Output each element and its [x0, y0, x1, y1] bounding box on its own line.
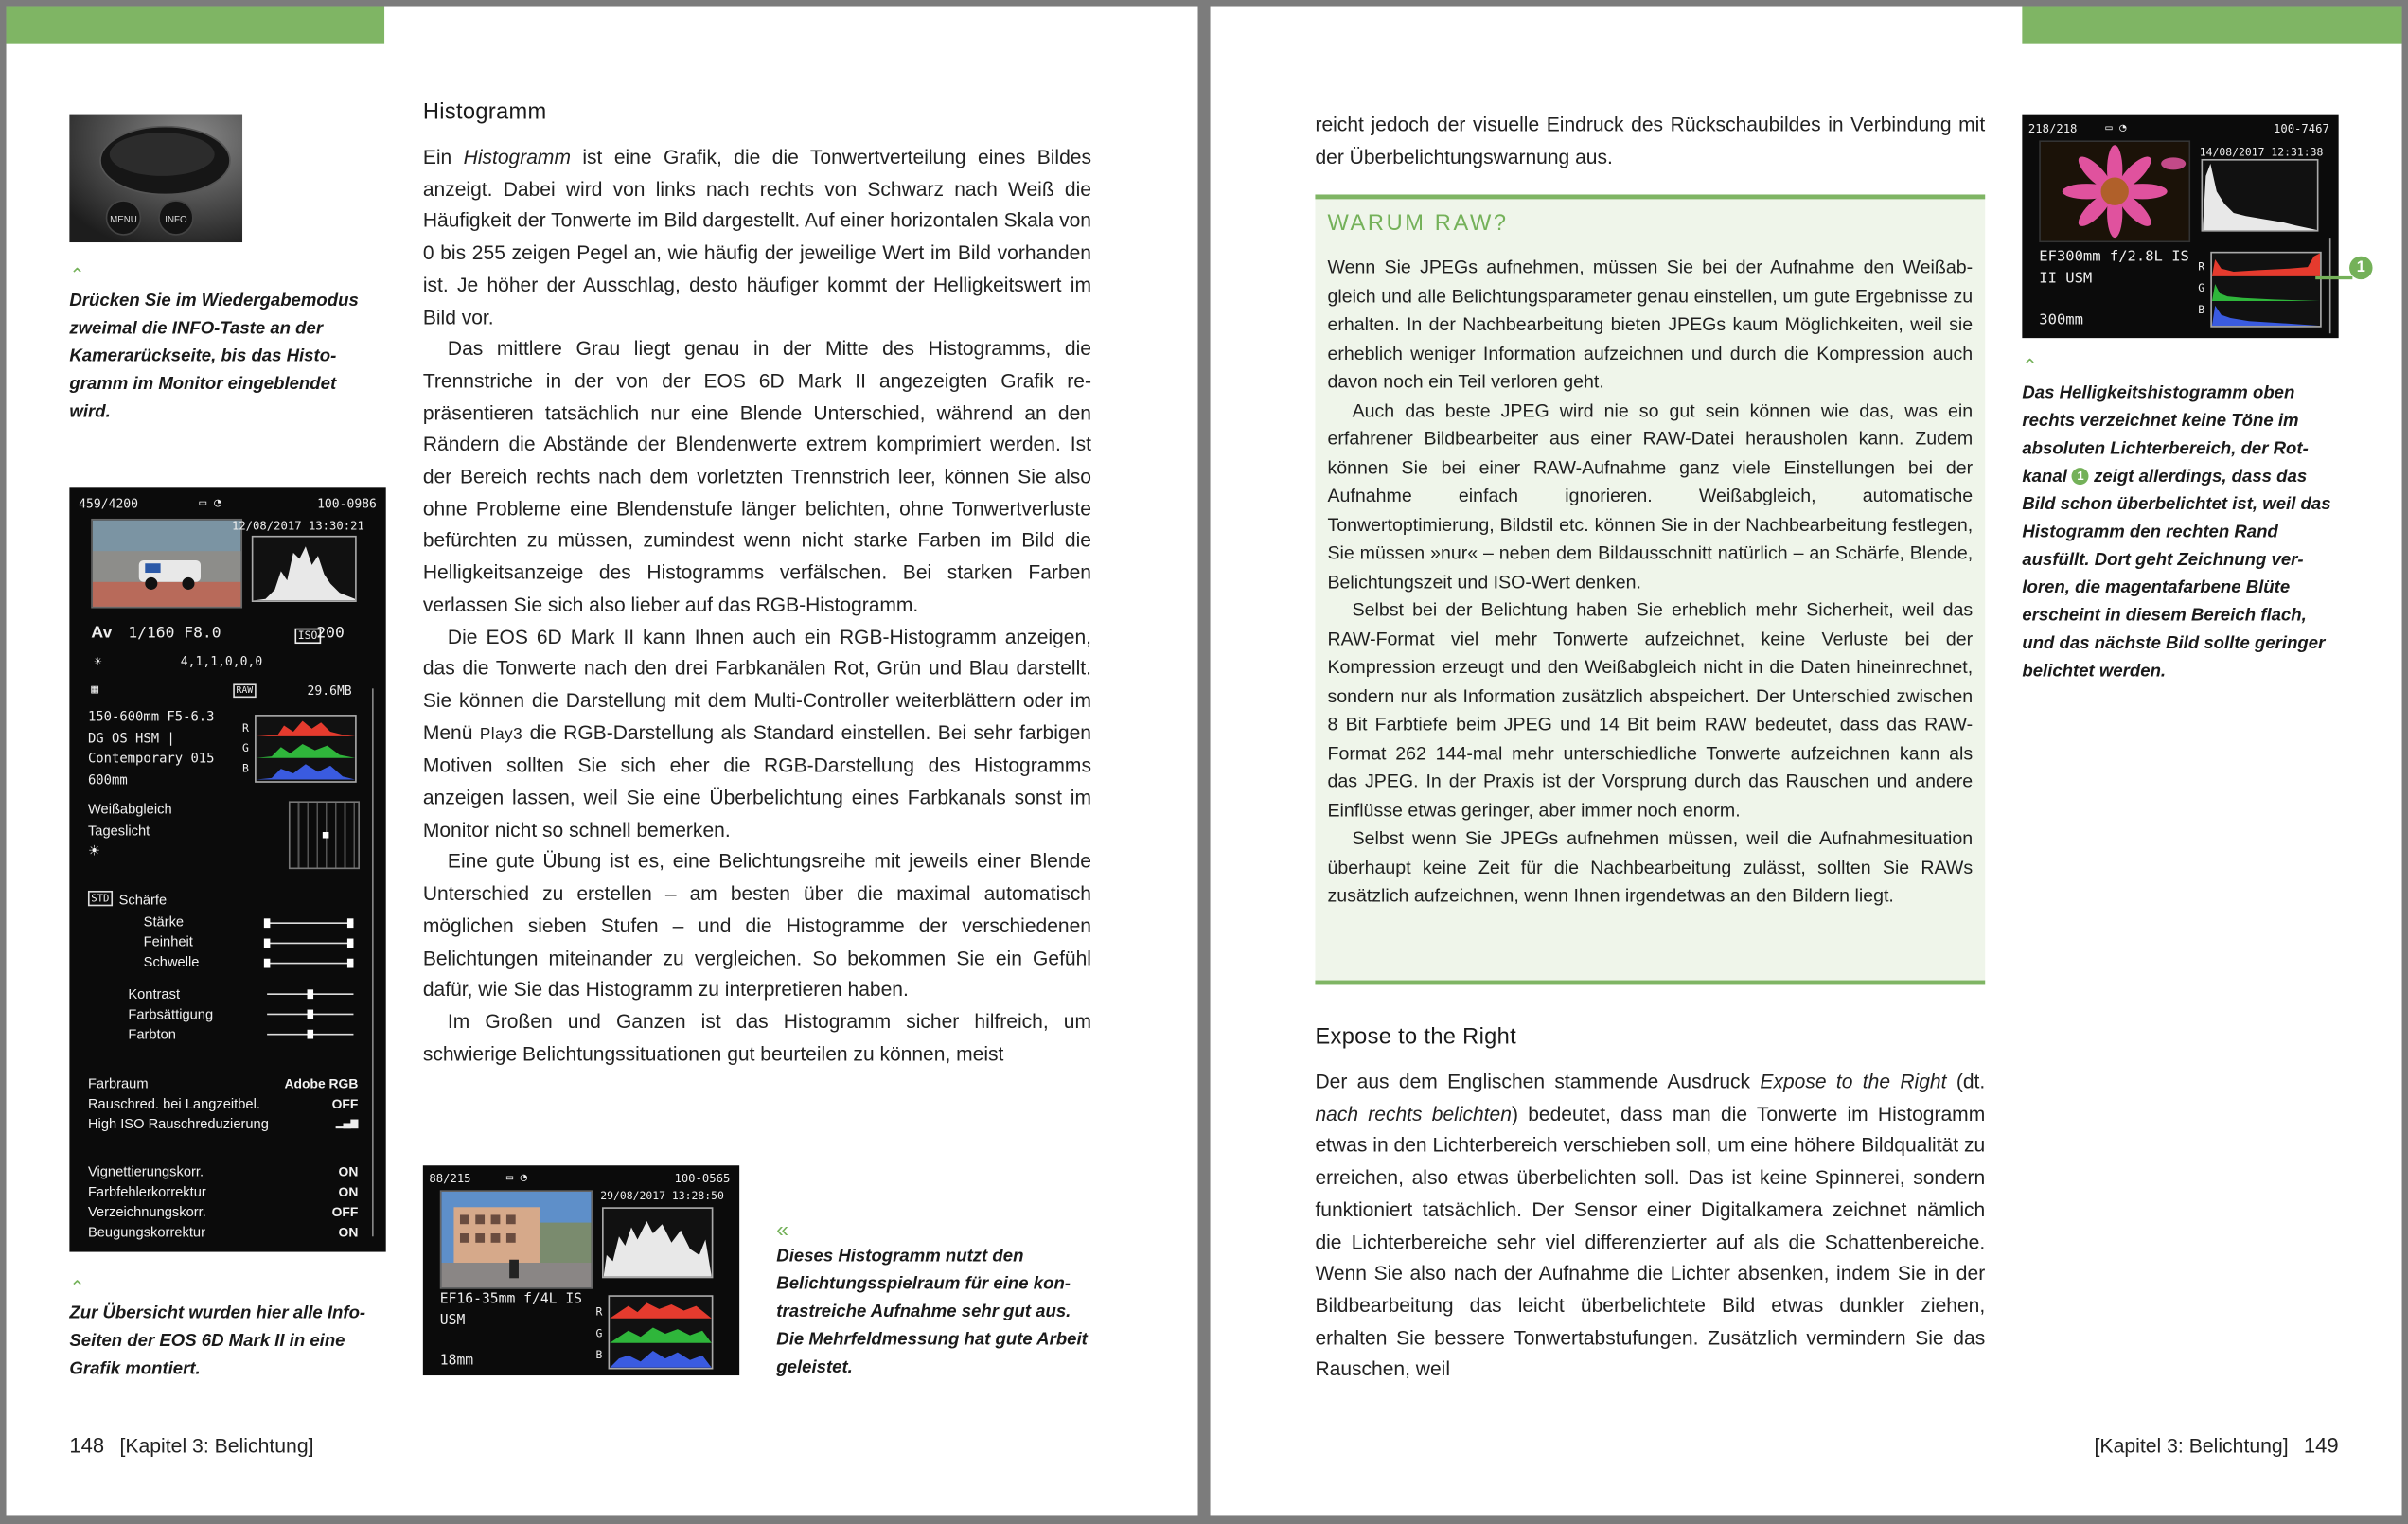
datetime: 29/08/2017 13:28:50 [600, 1190, 724, 1203]
page-149 [1211, 7, 2402, 1516]
counter-text: 459/4200 [79, 497, 139, 511]
file-number: 100-7467 [2273, 121, 2329, 136]
ps-item-tone: Farbton [128, 1026, 176, 1042]
flower-image [2041, 142, 2189, 240]
chapter-color-bar [2022, 7, 2401, 44]
paragraph: Der aus dem Englischen stammende Ausdruck Expose to the Right (dt. nach rechts belichten) bedeutet, dass man die Tonwerte im Histogramm etwas in den Lichterbereich verschieben soll, um eine höhere Bildqualität zu erreichen, also etwas überbelichten soll. Das ist keine Spinnerei, sondern funktioniert tatsächlich. Der Sensor einer Digitalkamera zeichnet nämlich die Lichterbereiche sehr viel differenzierter auf als die Schattenbereiche. Wenn Sie also nach der Aufnahme die Lichter absenken, indem Sie in der Bildbearbeitung das leicht überbelichtete Bild etwas dunkler ziehen, erhalten Sie bessere Tonwertabstufungen. Zusätzlich vermindern Sie das Rauschen, weil [1315, 1070, 1986, 1381]
shooting-mode: Av [91, 623, 113, 643]
channel-label: G [595, 1327, 603, 1340]
rgb-histogram [609, 1295, 714, 1369]
page-scroll-indicator [2329, 238, 2331, 333]
counter-text: 88/215 [429, 1171, 471, 1186]
box-paragraph: Wenn Sie JPEGs aufnehmen, müssen Sie bei der Aufnahme den Weißabgleich und alle Belichtungsparameter genau einstellen, um gute Ergebnisse zu erhalten. In der Nachbearbeitung bieten JPEGs kaum Möglichkeiten, weil sie erheblich weniger Information aufzeichnen und durch die Kompression auch davon noch ein Teil verloren geht. [1327, 256, 1974, 393]
ps-item-contrast: Kontrast [128, 986, 181, 1002]
overview-caption: Zur Übersicht wurden hier alle Info-Seiten der EOS 6D Mark II in eine Grafik montiert. [69, 1304, 366, 1379]
battery-icon: ▭ ◔ [2105, 120, 2127, 134]
channel-label: B [595, 1349, 603, 1362]
race-car-photo [91, 519, 242, 609]
wb-sun-icon: ☀ [94, 654, 102, 669]
page-148 [7, 7, 1198, 1516]
raw-badge: RAW [233, 683, 256, 698]
wb-shift-grid [289, 801, 360, 869]
wb-label: Weißabgleich [87, 801, 172, 817]
warum-raw-box [1315, 194, 1985, 984]
rgb-channel-labels [595, 1302, 602, 1366]
box-paragraph: Auch das beste JPEG wird nie so gut sein können wie das, was ein erfahrener Bildbearbeiter aus einer RAW-Datei herausholen kann. Zudem können Sie bei einer RAW-Aufnahme ganz viele Einstellungen bei der Aufnahme einfach ignorieren. Weißabgleich, automatische Tonwertoptimierung, Bildstil etc. können Sie in der Nachbearbeitung festlegen, Sie müssen »nur« – neben dem Bildausschnitt natürlich – an Schärfe, Blende, Belichtungszeit und ISO-Wert denken. [1327, 399, 1974, 593]
lens-line: II USM [2039, 270, 2093, 288]
lens-info [88, 709, 215, 792]
correction-value: OFF [331, 1204, 359, 1220]
paragraph: Ein Histogramm ist eine Grafik, die die Tonwertverteilung eines Bildes anzeigt. Dabei wird von links nach rechts von Schwarz nach Weiß die Häufigkeit der Tonwerte im Bild dargestellt. Auf einer horizontalen Skala von 0 bis 255 zeigen Pegel an, wie häufig der jeweilige Wert im Bild vorhanden ist. Je höher der Ausschlag, desto häufiger kommt der Helligkeitswert im Bild vor. [422, 145, 1091, 328]
street-image [441, 1192, 591, 1287]
channel-label: R [595, 1305, 603, 1319]
lens-line: 600mm [87, 772, 128, 789]
flower-caption: Das Helligkeitshistogramm oben rechts verzeichnet keine Töne im absoluten Lichterbereich, der Rotkanal 1 zeigt allerdings, dass das Bild schon überbelichtet ist, weil das Histogramm den rechten Rand ausfüllt. Dort geht Zeichnung verloren, die magentafarbene Blüte erscheint in diesem Bereich flach, und das nächste Bild sollte geringer belichtet werden. [2022, 384, 2331, 682]
flower-photo [2039, 140, 2190, 242]
luminance-histogram [252, 536, 357, 602]
info-pages-montage [69, 487, 385, 1251]
box-paragraph: Selbst bei der Belichtung haben Sie erheblich mehr Sicherheit, weil das RAW-Format viel mehr Tonwerte aufzeichnet, keine Verluste bei der Kompression erzeugt und den Weißabgleich nicht in die Daten hineinrechnet, sondern nur als Information zusätzlich abspeichert. Der Unterschied zwischen 8 Bit Farbtiefe beim JPEG und 14 Bit beim RAW bedeutet, dass das RAW-Format 262 144-mal mehr unterschiedliche Tonwerte aufzeichnen kann als das JPEG. In der Praxis ist der Vorsprung durch das Rauschen und andere Einflüsse etwas geringer, aber immer noch enorm. [1327, 598, 1974, 821]
rgb-channel-labels [2198, 257, 2204, 321]
lens-info [440, 1289, 582, 1333]
luminance-histogram [602, 1207, 713, 1278]
correction-label: Verzeichnungskorr. [87, 1204, 206, 1220]
paragraph: Die EOS 6D Mark II kann Ihnen auch ein RGB-Histogramm anzeigen, das die Tonwerte nach den drei Farbkanälen Rot, Grün und Blau darstellt. Sie können die Darstellung mit dem Multi-Controller weiterblättern oder im Menü Play3 die RGB-Darstellung als Standard einstellen. Bei sehr farbigen Motiven sollten Sie sich eher die RGB-Darstellung des Histogramms anzeigen lassen, weil Sie eine Überbelichtung eines Farbkanals sonst im Monitor nicht so schnell bemerken. [422, 624, 1091, 842]
correction-value: ON [338, 1163, 359, 1179]
box-paragraph: Selbst wenn Sie JPEGs aufnehmen müssen, weil die Aufnahmesituation überhaupt keine Zeit für die Nachbearbeitung zulässt, sollten Sie RAWs zusätzlich aufzeichnen, wenn Ihnen irgendetwas an den Bildern liegt. [1327, 827, 1974, 907]
camera-back-illustration [69, 115, 242, 242]
focal-length: 18mm [439, 1354, 474, 1370]
running-head: [Kapitel 3: Belichtung] [2094, 1434, 2289, 1458]
box-text [1327, 253, 1973, 910]
channel-label: R [2198, 260, 2205, 274]
lens-line: USM [439, 1313, 466, 1330]
section-title-ettr: Expose to the Right [1315, 1024, 1517, 1050]
ettr-body-text [1315, 1067, 1985, 1387]
menu-button-label: MENU [110, 214, 137, 225]
running-head: [Kapitel 3: Belichtung] [119, 1434, 314, 1458]
caption-up-icon: ⌃ [69, 263, 85, 286]
rgb-channel-labels: R G B [242, 722, 249, 775]
file-size: 29.6MB [307, 683, 352, 699]
ps-item-threshold: Schwelle [143, 953, 200, 970]
iso-icon: ISO [294, 629, 320, 644]
lens-info [2039, 247, 2189, 291]
battery-icon: ▭ ◔ [505, 1170, 527, 1184]
paragraph: Im Großen und Ganzen ist das Histogramm sicher hilfreich, um schwierige Belichtungssituationen gut beurteilen zu können, meist [422, 1009, 1091, 1065]
page-number: 149 [2303, 1434, 2339, 1458]
picture-style-sliders [261, 915, 360, 1054]
wb-sun-icon: ☀ [87, 842, 101, 859]
setting-label: Farbraum [87, 1075, 149, 1091]
luminance-histogram [2202, 159, 2319, 232]
file-number: 100-0986 [317, 497, 377, 511]
camera-caption: Drücken Sie im Wiedergabemodus zweimal die INFO-Taste an der Kamerarückseite, bis das Histogramm im Monitor eingeblendet wird. [69, 292, 359, 422]
lens-line: Contemporary 015 [87, 752, 215, 768]
counter-text: 218/218 [2027, 121, 2078, 136]
paragraph: Eine gute Übung ist es, eine Belichtungsreihe mit jeweils einer Blende Unterschied zu erstellen – am besten über die maximal automatisch möglichen sieben Stufen – und die Histogramme der verschiedenen Belichtungen miteinander zu vergleichen. So bekommen Sie ein Gefühl dafür, wie Sie das Histogramm zu interpretieren haben. [422, 849, 1091, 1001]
ps-item-saturation: Farbsättigung [128, 1006, 214, 1022]
correction-label: Beugungskorrektur [87, 1224, 205, 1240]
setting-label: Rauschred. bei Langzeitbel. [87, 1095, 260, 1112]
quality-icon: ▦ [91, 682, 99, 697]
info-button-label: INFO [165, 214, 187, 225]
wb-shift-marker [323, 832, 329, 839]
histogram-body-text [423, 142, 1091, 1071]
street-histogram-screen [423, 1165, 739, 1375]
setting-value: Adobe RGB [284, 1075, 359, 1091]
focal-length: 300mm [2039, 311, 2083, 329]
file-number: 100-0565 [674, 1171, 731, 1186]
channel-label: G [2198, 282, 2205, 295]
exposure-values: 1/160 F8.0 [128, 625, 221, 643]
lens-line: 150-600mm F5-6.3 [87, 710, 215, 726]
correction-value: ON [338, 1224, 359, 1240]
ps-item-fineness: Feinheit [143, 933, 193, 949]
street-photo [440, 1190, 593, 1288]
datetime: 14/08/2017 12:31:38 [2199, 146, 2324, 159]
chapter-color-bar [7, 7, 385, 44]
white-balance-info [88, 800, 172, 862]
rgb-histogram [255, 715, 357, 783]
page-scroll-indicator [372, 688, 374, 1236]
wb-value: Tageslicht [87, 822, 150, 838]
ps-item-sharpness: Schärfe [118, 892, 168, 908]
rgb-histogram [2210, 252, 2321, 328]
race-car-image [93, 521, 241, 607]
street-caption: Dieses Histogramm nutzt den Belichtungsspielraum für eine kontrastreiche Aufnahme sehr gut aus. Die Mehrfeldmessung hat gute Arbeit geleistet. [776, 1247, 1088, 1377]
signal-bars-icon: ▁▃▅ [335, 1114, 359, 1129]
correction-label: Farbfehlerkorrektur [87, 1183, 206, 1200]
setting-value: OFF [331, 1095, 359, 1112]
ps-item-strength: Stärke [143, 913, 185, 930]
section-title-histogramm: Histogramm [422, 100, 547, 126]
correction-value: ON [338, 1183, 359, 1200]
picture-style-icon: STD [88, 891, 113, 906]
correction-label: Vignettierungskorr. [87, 1163, 204, 1179]
lens-line: EF16-35mm f/4L IS [439, 1291, 583, 1308]
iso-value: 200 [316, 625, 345, 643]
flower-histogram-screen [2022, 115, 2338, 338]
paragraph: Das mittlere Grau liegt genau in der Mitte des Histogramms, die Trennstriche in der von der EOS 6D Mark II angezeigten Grafik repräsentieren tatsächlich nur eine Blende Unterschied, während an den Rändern die Abstände der Blendenwerte extrem komprimiert werden. Ist der Bereich rechts nach dem vorletzten Trennstrich leer, können Sie also ohne Probleme eine Blendenstufe länger belichten, ohne Tonwertverluste befürchten zu müssen, zumindest wenn nicht starke Farben im Bild die Helligkeitsanzeige des Histogramms verfälschen. Bei starken Farben verlassen Sie sich also lieber auf das RGB-Histogramm. [422, 336, 1091, 616]
page-footer [2095, 1434, 2339, 1457]
marker-1-badge: 1 [2349, 257, 2372, 279]
caption-up-icon: ⌃ [69, 1276, 85, 1299]
intro-text: reicht jedoch der visuelle Eindruck des Rückschaubildes in Verbindung mit der Überbelichtungswarnung aus. [1315, 113, 1986, 168]
box-title: WARUM RAW? [1327, 211, 1509, 237]
camera-back-photo [69, 115, 242, 242]
lens-line: EF300mm f/2.8L IS [2039, 248, 2189, 266]
channel-label: B [2198, 304, 2205, 317]
battery-icon: ▭ ◔ [199, 495, 221, 510]
lens-line: DG OS HSM | [87, 731, 175, 747]
marker-1-inline: 1 [2072, 468, 2089, 485]
caption-left-icon: « [776, 1216, 789, 1242]
marker-leader-line [2315, 276, 2352, 278]
page-footer [69, 1434, 313, 1457]
page-number: 148 [69, 1434, 105, 1458]
setting-label: High ISO Rauschreduzierung [87, 1116, 269, 1132]
datetime: 12/08/2017 13:30:21 [231, 518, 364, 533]
caption-up-icon: ⌃ [2022, 355, 2038, 377]
bracketing-values: 4,1,1,0,0,0 [180, 654, 263, 669]
